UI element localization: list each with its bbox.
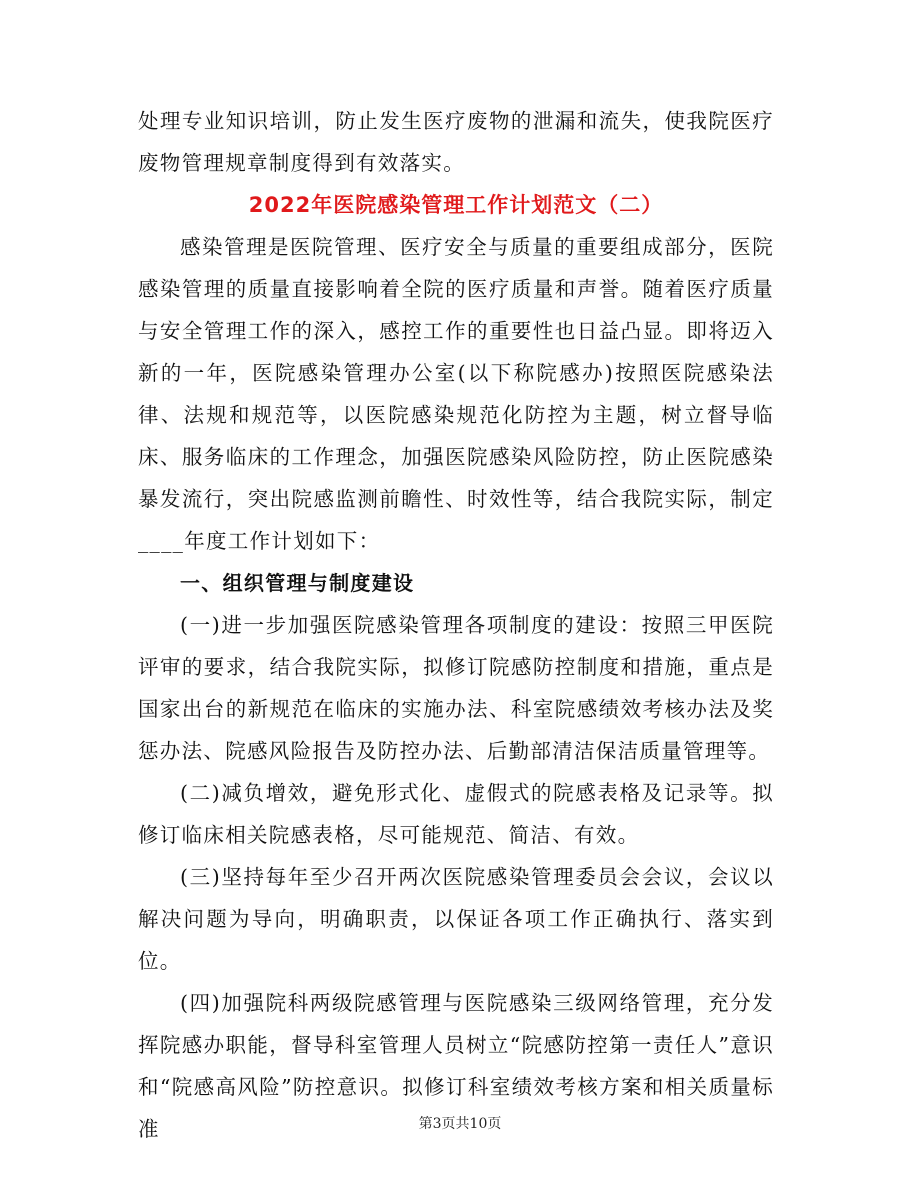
section-paragraph-4: (四)加强院科两级院感管理与医院感染三级网络管理，充分发挥院感办职能，督导科室管理人员树立“院感防控第一责任人”意识和“院感高风险”防控意识。拟修订科室绩效考核方案和相关质量标准 bbox=[138, 991, 774, 1141]
section-paragraph-3: (三)坚持每年至少召开两次医院感染管理委员会会议，会议以解决问题为导向，明确职责，以保证各项工作正确执行、落实到位。 bbox=[138, 865, 774, 973]
section-heading: 一、组织管理与制度建设 bbox=[180, 571, 415, 595]
document-body bbox=[138, 100, 774, 1150]
body-paragraph: 感染管理是医院管理、医疗安全与质量的重要组成部分，医院感染管理的质量直接影响着全院的医疗质量和声誉。随着医疗质量与安全管理工作的深入，感控工作的重要性也日益凸显。即将迈入新的一年，医院感染管理办公室(以下称院感办)按照医院感染法律、法规和规范等，以医院感染规范化防控为主题，树立督导临床、服务临床的工作理念，加强医院感染风险防控，防止医院感染暴发流行，突出院感监测前瞻性、时效性等，结合我院实际，制定____年度工作计划如下： bbox=[138, 235, 774, 553]
intro-continuation-paragraph: 处理专业知识培训，防止发生医疗废物的泄漏和流失，使我院医疗废物管理规章制度得到有效落实。 bbox=[138, 109, 774, 175]
page-number-footer: 第3页共10页 bbox=[418, 1116, 502, 1132]
document-title: 2022年医院感染管理工作计划范文（二） bbox=[248, 193, 664, 217]
section-paragraph-1: (一)进一步加强医院感染管理各项制度的建设：按照三甲医院评审的要求，结合我院实际，拟修订院感防控制度和措施，重点是国家出台的新规范在临床的实施办法、科室院感绩效考核办法及奖惩办法、院感风险报告及防控办法、后勤部清洁保洁质量管理等。 bbox=[138, 613, 774, 763]
section-paragraph-2: (二)减负增效，避免形式化、虚假式的院感表格及记录等。拟修订临床相关院感表格，尽可能规范、简洁、有效。 bbox=[138, 781, 774, 847]
